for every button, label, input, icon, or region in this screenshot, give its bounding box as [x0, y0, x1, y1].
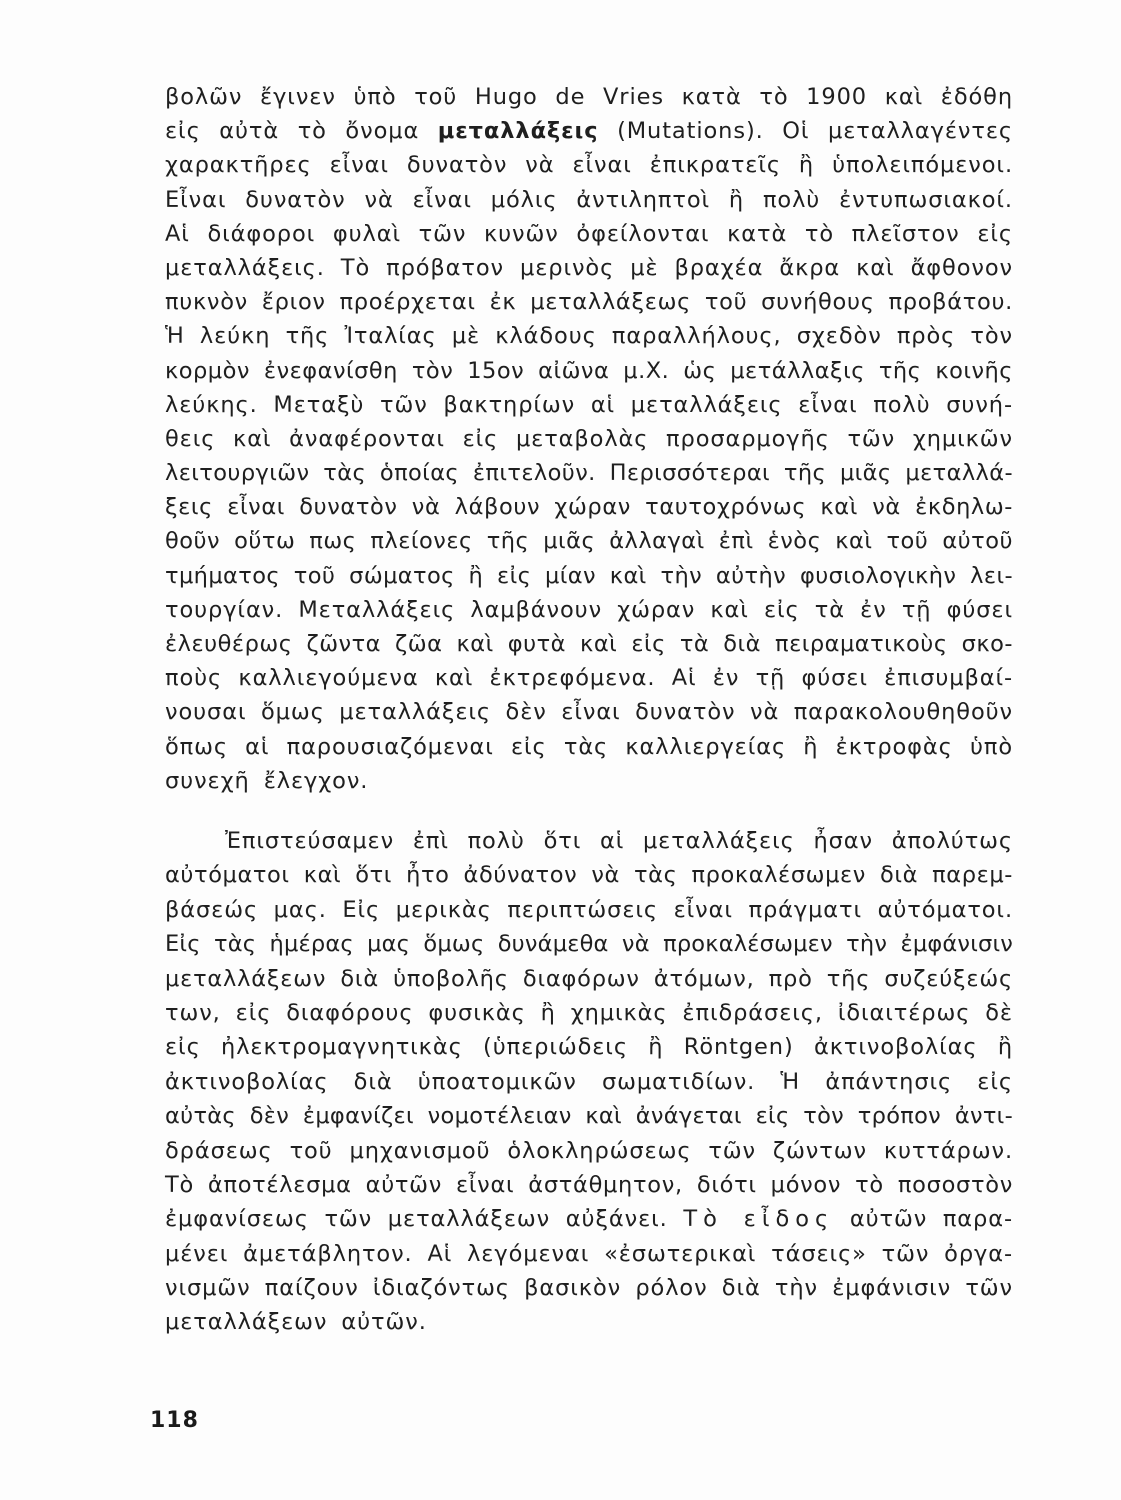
text-line: βολῶν ἔγινεν ὑπὸ τοῦ Hugo de Vries κατὰ τὸ 1900 καὶ ἐδόθη: [165, 84, 1013, 110]
text-line: μεταλλάξεων διὰ ὑποβολῆς διαφόρων ἀτόμων, πρὸ τῆς συζεύξεώς: [165, 965, 1013, 992]
text-line: Εἶναι δυνατὸν νὰ εἶναι μόλις ἀντιληπτοὶ ἢ πολὺ ἐντυπωσιακοί.: [165, 186, 1013, 213]
text-line: Αἱ διάφοροι φυλαὶ τῶν κυνῶν ὀφείλονται κατὰ τὸ πλεῖστον εἰς: [165, 220, 1013, 247]
text-line: ξεις εἶναι δυνατὸν νὰ λάβουν χώραν ταυτοχρόνως καὶ νὰ ἐκδηλω-: [165, 494, 1013, 521]
text-line: ποὺς καλλιεγούμενα καὶ ἐκτρεφόμενα. Αἱ ἐν τῇ φύσει ἐπισυμβαί-: [165, 665, 1013, 692]
text-line: αὐτόματοι καὶ ὅτι ἦτο ἀδύνατον νὰ τὰς προκαλέσωμεν διὰ παρεμ-: [165, 862, 1013, 889]
paragraph-induced-mutations: [165, 824, 1013, 1340]
text-line: Τὸ ἀποτέλεσμα αὐτῶν εἶναι ἀστάθμητον, διότι μόνον τὸ ποσοστὸν: [165, 1171, 1013, 1198]
text-line: θεις καὶ ἀναφέρονται εἰς μεταβολὰς προσαρμογῆς τῶν χημικῶν: [165, 425, 1013, 452]
text-line: ἐλευθέρως ζῶντα ζῶα καὶ φυτὰ καὶ εἰς τὰ διὰ πειραματικοὺς σκο-: [165, 631, 1013, 657]
text-fragment: ἐμφανίσεως τῶν μεταλλάξεων αὐξάνει.: [165, 1206, 668, 1233]
text-line: πυκνὸν ἔριον προέρχεται ἐκ μεταλλάξεως τοῦ συνήθους προβάτου.: [165, 289, 1014, 316]
text-fragment: (Mutations). Οἱ μεταλλαγέντες: [617, 118, 1013, 145]
text-line: κορμὸν ἐνεφανίσθη τὸν 15ον αἰῶνα μ.Χ. ὡς μετάλλαξις τῆς κοινῆς: [165, 357, 1013, 384]
text-line: θοῦν οὕτω πως πλείονες τῆς μιᾶς ἀλλαγαὶ ἐπὶ ἑνὸς καὶ τοῦ αὐτοῦ: [165, 528, 1013, 555]
text-line: Ἡ λεύκη τῆς Ἰταλίας μὲ κλάδους παραλλήλους, σχεδὸν πρὸς τὸν: [165, 323, 1013, 350]
paragraph-mutations-definition: [165, 80, 1013, 798]
text-line: δράσεως τοῦ μηχανισμοῦ ὁλοκληρώσεως τῶν ζώντων κυττάρων.: [165, 1137, 1013, 1164]
text-line: τουργίαν. Μεταλλάξεις λαμβάνουν χώραν καὶ εἰς τὰ ἐν τῇ φύσει: [165, 596, 1013, 623]
text-line: αὐτὰς δὲν ἐμφανίζει νομοτέλειαν καὶ ἀνάγεται εἰς τὸν τρόπον ἀντι-: [165, 1103, 1013, 1130]
text-fragment: αὐτῶν παρα-: [849, 1206, 1013, 1233]
text-line: των, εἰς διαφόρους φυσικὰς ἢ χημικὰς ἐπιδράσεις, ἰδιαιτέρως δὲ: [165, 999, 1013, 1026]
text-line: τμήματος τοῦ σώματος ἢ εἰς μίαν καὶ τὴν αὐτὴν φυσιολογικὴν λει-: [165, 562, 1013, 589]
text-line: Εἰς τὰς ἡμέρας μας ὅμως δυνάμεθα νὰ προκαλέσωμεν τὴν ἐμφάνισιν: [165, 931, 1014, 958]
mutations-term: μεταλλάξεις: [437, 118, 599, 145]
text-line: [165, 114, 1013, 148]
text-line: χαρακτῆρες εἶναι δυνατὸν νὰ εἶναι ἐπικρατεῖς ἢ ὑπολειπόμενοι.: [165, 152, 1013, 179]
text-line: εἰς ἠλεκτρομαγνητικὰς (ὑπεριώδεις ἢ Röntgen) ἀκτινοβολίας ἢ: [165, 1034, 1013, 1061]
text-line: λεύκης. Μεταξὺ τῶν βακτηρίων αἱ μεταλλάξεις εἶναι πολὺ συνή-: [165, 391, 1013, 418]
text-line: βάσεώς μας. Εἰς μερικὰς περιπτώσεις εἶναι πράγματι αὐτόματοι.: [165, 896, 1013, 923]
text-line: μένει ἀμετάβλητον. Αἱ λεγόμεναι «ἐσωτερικαὶ τάσεις» τῶν ὀργα-: [165, 1240, 1013, 1267]
text-line: συνεχῆ ἔλεγχον.: [165, 767, 369, 794]
text-line: μεταλλάξεων αὐτῶν.: [165, 1309, 427, 1336]
text-line: ἀκτινοβολίας διὰ ὑποατομικῶν σωματιδίων. Ἡ ἀπάντησις εἰς: [165, 1068, 1013, 1095]
spaced-emphasis: Τὸ εἶδος: [683, 1206, 835, 1233]
text-fragment: εἰς αὐτὰ τὸ ὄνομα: [165, 118, 420, 145]
text-line: νουσαι ὅμως μεταλλάξεις δὲν εἶναι δυνατὸν νὰ παρακολουθηθοῦν: [165, 699, 1013, 726]
text-line: λειτουργιῶν τὰς ὁποίας ἐπιτελοῦν. Περισσότεραι τῆς μιᾶς μεταλλά-: [165, 460, 1013, 487]
page-number: 118: [150, 1408, 199, 1433]
text-line: [165, 1202, 1013, 1236]
text-line: Ἐπιστεύσαμεν ἐπὶ πολὺ ὅτι αἱ μεταλλάξεις ἦσαν ἀπολύτως: [225, 828, 1013, 854]
text-line: ὅπως αἱ παρουσιαζόμεναι εἰς τὰς καλλιεργείας ἢ ἐκτροφὰς ὑπὸ: [165, 733, 1013, 760]
text-line: μεταλλάξεις. Τὸ πρόβατον μερινὸς μὲ βραχέα ἄκρα καὶ ἄφθονον: [165, 254, 1013, 281]
text-line: νισμῶν παίζουν ἰδιαζόντως βασικὸν ρόλον διὰ τὴν ἐμφάνισιν τῶν: [165, 1275, 1013, 1302]
